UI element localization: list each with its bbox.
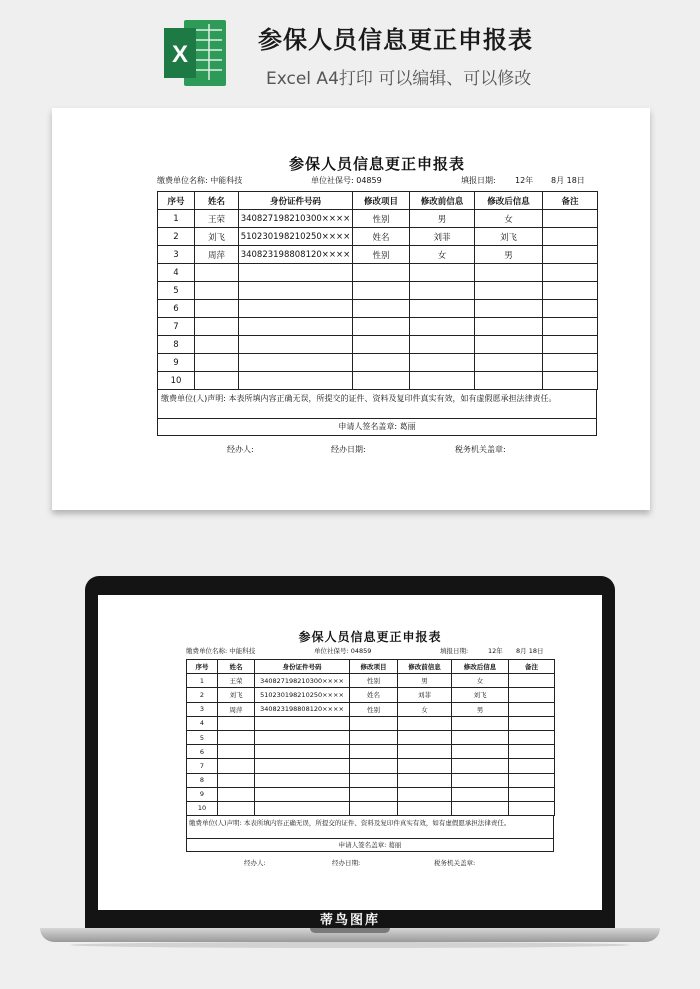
table-cell: 3 (158, 246, 195, 264)
table-cell (452, 759, 509, 773)
table-cell: 2 (187, 688, 218, 702)
table-row (158, 354, 598, 372)
table-cell (195, 354, 239, 372)
table-cell (475, 336, 543, 354)
table-cell: 性别 (350, 674, 398, 688)
table-cell: 男 (452, 702, 509, 716)
table-cell (509, 801, 555, 815)
table-cell (398, 716, 452, 730)
table-cell (509, 730, 555, 744)
table-cell (255, 745, 350, 759)
unit-name: 缴费单位名称: 中能科技 (157, 176, 243, 185)
table-cell (452, 773, 509, 787)
table-cell (350, 787, 398, 801)
table-cell (452, 716, 509, 730)
declaration-box (186, 816, 554, 852)
table-cell (218, 773, 255, 787)
col-header: 姓名 (195, 192, 239, 210)
table-row (187, 801, 555, 815)
table-cell (398, 730, 452, 744)
svg-text:X: X (171, 41, 189, 68)
col-header: 修改后信息 (452, 660, 509, 674)
table-cell: 王荣 (195, 210, 239, 228)
table-row (187, 730, 555, 744)
table-cell (509, 688, 555, 702)
table-cell: 7 (158, 318, 195, 336)
col-header: 序号 (158, 192, 195, 210)
table-cell (218, 730, 255, 744)
page-title: 参保人员信息更正申报表 (258, 26, 533, 54)
laptop-brand: 蒂鸟图库 (319, 913, 380, 928)
laptop-screen (98, 595, 602, 910)
handle-date-label: 经办日期: (331, 445, 366, 454)
table-row (158, 210, 598, 228)
table-cell (475, 264, 543, 282)
excel-icon (162, 18, 228, 88)
table-cell (543, 210, 598, 228)
form-meta (157, 175, 597, 191)
table-cell: 1 (158, 210, 195, 228)
table-cell (353, 336, 410, 354)
table-row (187, 716, 555, 730)
form-table (186, 659, 555, 816)
unit-no: 单位社保号: 04859 (311, 176, 382, 185)
handler-label: 经办人: (244, 859, 266, 868)
table-cell: 刘飞 (218, 688, 255, 702)
table-header (158, 192, 598, 210)
table-cell: 340823198808120×××× (239, 246, 353, 264)
page-subtitle: Excel A4打印 可以编辑、可以修改 (266, 69, 532, 89)
table-row (158, 264, 598, 282)
form-footer (157, 444, 597, 460)
table-cell (398, 787, 452, 801)
table-row (158, 246, 598, 264)
date-month-day: 8月 18日 (516, 647, 544, 655)
table-cell: 王荣 (218, 674, 255, 688)
table-cell: 10 (158, 372, 195, 390)
table-header (187, 660, 555, 674)
table-cell: 性别 (350, 702, 398, 716)
table-cell: 6 (187, 745, 218, 759)
table-cell (543, 336, 598, 354)
table-cell (398, 801, 452, 815)
table-cell (255, 773, 350, 787)
date-year: 12年 (488, 647, 503, 655)
table-cell (239, 372, 353, 390)
table-cell (239, 336, 353, 354)
table-cell (543, 264, 598, 282)
table-cell (410, 354, 475, 372)
table-cell (543, 354, 598, 372)
col-header: 身份证件号码 (239, 192, 353, 210)
table-cell (239, 282, 353, 300)
date-year: 12年 (515, 176, 534, 185)
table-cell: 8 (187, 773, 218, 787)
sheet-preview (52, 108, 650, 510)
table-cell (410, 300, 475, 318)
table-cell: 340827198210300×××× (255, 674, 350, 688)
table-cell: 刘菲 (410, 228, 475, 246)
col-header: 备注 (543, 192, 598, 210)
handle-date-label: 经办日期: (332, 859, 361, 868)
table-cell: 性别 (353, 246, 410, 264)
table-row (158, 336, 598, 354)
table-cell (398, 773, 452, 787)
col-header: 修改前信息 (398, 660, 452, 674)
table-cell: 9 (187, 787, 218, 801)
date-month-day: 8月 18日 (551, 176, 585, 185)
table-cell (475, 354, 543, 372)
table-cell (475, 318, 543, 336)
applicant-sign: 申请人签名盖章: 葛丽 (158, 418, 596, 435)
date-label: 填报日期: (440, 647, 469, 655)
unit-no: 单位社保号: 04859 (314, 647, 372, 655)
table-cell (255, 801, 350, 815)
table-cell: 男 (410, 210, 475, 228)
table-cell (398, 759, 452, 773)
form-table (157, 191, 598, 390)
form-footer (186, 858, 554, 872)
table-cell (543, 372, 598, 390)
table-cell (218, 716, 255, 730)
table-cell: 510230198210250×××× (239, 228, 353, 246)
table-cell: 3 (187, 702, 218, 716)
table-cell (543, 300, 598, 318)
table-cell: 性别 (353, 210, 410, 228)
table-cell: 4 (187, 716, 218, 730)
table-cell (239, 264, 353, 282)
table-cell: 9 (158, 354, 195, 372)
col-header: 修改前信息 (410, 192, 475, 210)
col-header: 身份证件号码 (255, 660, 350, 674)
laptop-shadow (70, 942, 630, 948)
table-row (187, 745, 555, 759)
table-cell (452, 745, 509, 759)
table-cell: 7 (187, 759, 218, 773)
form-title: 参保人员信息更正申报表 (298, 630, 442, 644)
table-cell (509, 759, 555, 773)
table-cell (410, 282, 475, 300)
table-row (158, 372, 598, 390)
table-cell: 刘菲 (398, 688, 452, 702)
table-cell: 周萍 (195, 246, 239, 264)
table-cell: 510230198210250×××× (255, 688, 350, 702)
table-cell: 5 (187, 730, 218, 744)
table-cell (239, 300, 353, 318)
table-cell (543, 228, 598, 246)
table-cell (509, 745, 555, 759)
table-cell: 男 (475, 246, 543, 264)
table-cell (195, 318, 239, 336)
table-cell (218, 745, 255, 759)
table-cell (353, 282, 410, 300)
tax-seal-label: 税务机关盖章: (434, 859, 476, 868)
table-cell (410, 318, 475, 336)
table-row (187, 759, 555, 773)
table-row (187, 674, 555, 688)
form-document (157, 153, 597, 460)
table-cell: 10 (187, 801, 218, 815)
table-cell (410, 372, 475, 390)
table-cell: 女 (398, 702, 452, 716)
table-cell (452, 730, 509, 744)
table-cell (239, 354, 353, 372)
table-cell: 4 (158, 264, 195, 282)
form-meta (186, 646, 554, 659)
table-cell (353, 354, 410, 372)
col-header: 序号 (187, 660, 218, 674)
table-cell (255, 787, 350, 801)
table-cell (195, 372, 239, 390)
table-cell (475, 300, 543, 318)
applicant-sign: 申请人签名盖章: 葛丽 (187, 838, 553, 851)
table-cell: 姓名 (353, 228, 410, 246)
table-cell: 340823198808120×××× (255, 702, 350, 716)
table-cell (195, 300, 239, 318)
table-cell (452, 801, 509, 815)
table-cell (350, 745, 398, 759)
table-cell (218, 759, 255, 773)
table-cell: 340827198210300×××× (239, 210, 353, 228)
table-cell: 周萍 (218, 702, 255, 716)
laptop-notch (310, 928, 390, 933)
table-row (187, 702, 555, 716)
table-cell (350, 730, 398, 744)
table-row (158, 318, 598, 336)
col-header: 修改项目 (350, 660, 398, 674)
table-row (187, 773, 555, 787)
table-cell: 5 (158, 282, 195, 300)
table-row (187, 688, 555, 702)
table-cell (350, 801, 398, 815)
table-cell (353, 300, 410, 318)
table-cell (543, 246, 598, 264)
table-cell (509, 787, 555, 801)
table-cell (475, 372, 543, 390)
table-row (158, 282, 598, 300)
table-cell (475, 282, 543, 300)
table-cell (353, 264, 410, 282)
date-label: 填报日期: (461, 176, 496, 185)
table-cell: 刘飞 (452, 688, 509, 702)
table-cell: 2 (158, 228, 195, 246)
form-document (186, 628, 554, 872)
table-cell: 男 (398, 674, 452, 688)
col-header: 姓名 (218, 660, 255, 674)
table-cell (195, 282, 239, 300)
table-cell (195, 336, 239, 354)
table-cell: 女 (452, 674, 509, 688)
table-cell (410, 264, 475, 282)
table-cell (255, 759, 350, 773)
handler-label: 经办人: (227, 445, 254, 454)
table-cell (543, 282, 598, 300)
table-cell (350, 773, 398, 787)
table-cell (452, 787, 509, 801)
table-cell: 女 (410, 246, 475, 264)
table-cell: 8 (158, 336, 195, 354)
table-row (158, 300, 598, 318)
table-cell: 刘飞 (195, 228, 239, 246)
declaration-box (157, 390, 597, 436)
table-cell (509, 674, 555, 688)
col-header: 修改项目 (353, 192, 410, 210)
table-row (187, 787, 555, 801)
table-row (158, 228, 598, 246)
table-cell (509, 702, 555, 716)
table-cell (350, 716, 398, 730)
table-cell (218, 801, 255, 815)
tax-seal-label: 税务机关盖章: (455, 445, 506, 454)
table-cell (255, 716, 350, 730)
table-cell (353, 318, 410, 336)
declaration-text: 缴费单位(人)声明: 本表所填内容正确无误，所提交的证件、资料及复印件真实有效，如有虚假愿承担法律责任。 (161, 394, 557, 403)
col-header: 备注 (509, 660, 555, 674)
table-cell: 女 (475, 210, 543, 228)
table-cell: 姓名 (350, 688, 398, 702)
table-cell (255, 730, 350, 744)
table-cell (195, 264, 239, 282)
table-cell (398, 745, 452, 759)
table-cell (509, 716, 555, 730)
table-cell (353, 372, 410, 390)
table-cell (543, 318, 598, 336)
table-cell (410, 336, 475, 354)
table-cell (509, 773, 555, 787)
declaration-text: 缴费单位(人)声明: 本表所填内容正确无误，所提交的证件、资料及复印件真实有效，如有虚假愿承担法律责任。 (189, 819, 511, 828)
table-cell (350, 759, 398, 773)
table-cell: 6 (158, 300, 195, 318)
table-cell: 1 (187, 674, 218, 688)
unit-name: 缴费单位名称: 中能科技 (186, 647, 256, 655)
form-title: 参保人员信息更正申报表 (288, 155, 465, 173)
table-cell (239, 318, 353, 336)
col-header: 修改后信息 (475, 192, 543, 210)
table-cell: 刘飞 (475, 228, 543, 246)
table-cell (218, 787, 255, 801)
